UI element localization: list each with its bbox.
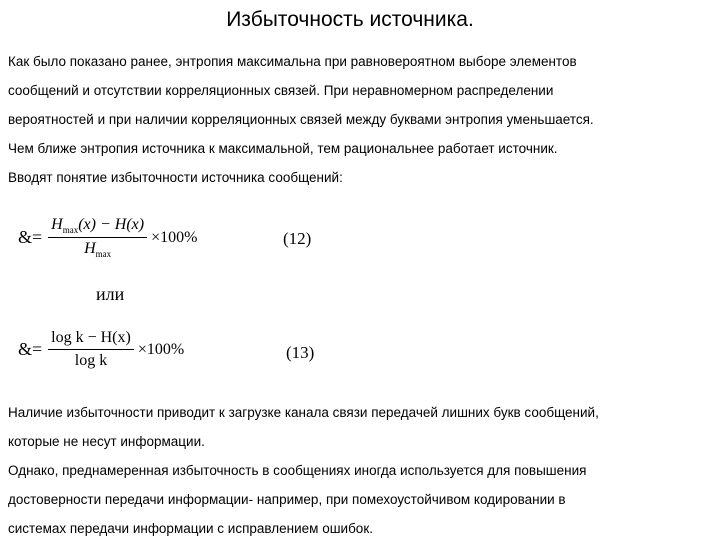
formula-lhs: &= [18, 227, 43, 247]
equation-number: (12) [283, 229, 312, 248]
text-line: Как было показано ранее, энтропия максимальна при равновероятном выборе элементов [8, 54, 577, 69]
formula-multiplier: ×100% [151, 228, 198, 246]
text-line: системах передачи информации с исправлением ошибок. [8, 521, 373, 536]
fraction-numerator: log k − H(x) [51, 329, 131, 346]
equation-number: (13) [286, 343, 315, 362]
text-line: Чем ближе энтропия источника к максимальной, тем рациональнее работает источник. [8, 141, 558, 156]
fraction-denominator: log k [74, 352, 108, 369]
formula-multiplier: ×100% [137, 340, 185, 358]
text-line: вероятностей и при наличии корреляционных связей между буквами энтропия уменьшается. [8, 112, 594, 127]
formula-redundancy-logk [18, 329, 184, 370]
text-line: Вводят понятие избыточности источника сообщений: [8, 170, 343, 185]
fraction [48, 329, 134, 370]
slide-title: Избыточность источника. [226, 8, 474, 31]
fraction [48, 216, 147, 259]
fraction-denominator: $H_{max}$ [84, 240, 112, 259]
text-line: Однако, преднамеренная избыточность в сообщениях иногда используется для повышения [8, 463, 587, 478]
text-line: Наличие избыточности приводит к загрузке канала связи передачей лишних букв сообщений, [8, 405, 599, 420]
outro-paragraph [8, 398, 716, 543]
fraction-numerator: $H_{max}(x) - H(x)$ [51, 216, 145, 235]
formula-lhs: &= [18, 339, 43, 359]
text-line: достоверности передачи информации- например, при помехоустойчивом кодировании в [8, 492, 566, 507]
fraction-bar [48, 349, 134, 350]
text-line: сообщений и отсутствии корреляционных связей. При неравномерном распределении [8, 83, 554, 98]
intro-paragraph [8, 47, 716, 192]
fraction-bar [48, 237, 147, 238]
text-line: которые не несут информации. [8, 434, 205, 449]
or-word: или [96, 284, 125, 304]
formula-redundancy-hmax [18, 216, 197, 259]
